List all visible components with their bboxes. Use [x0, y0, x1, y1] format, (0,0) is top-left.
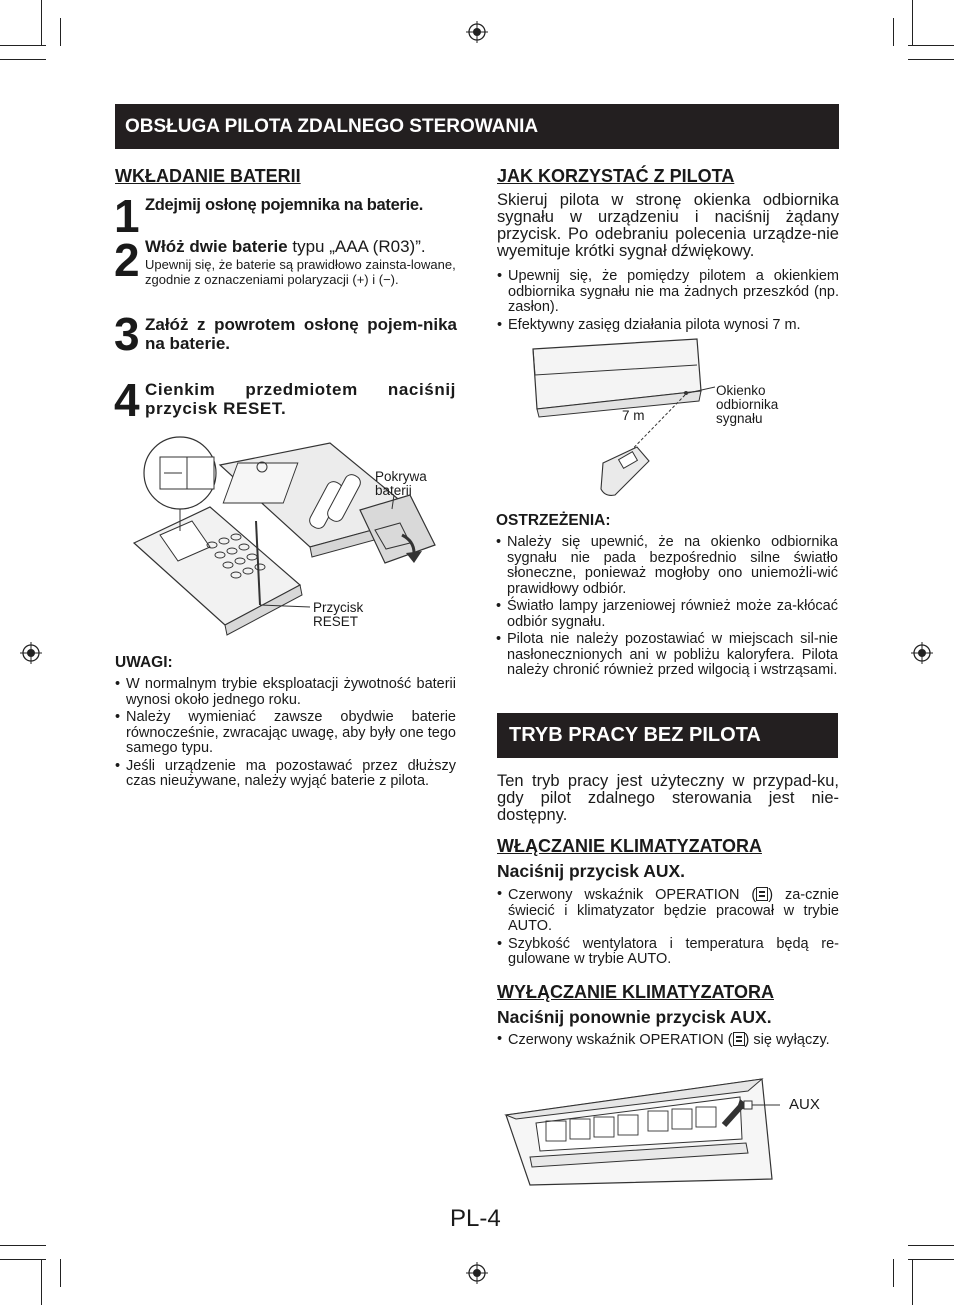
crop-mark — [908, 1259, 954, 1260]
off-bullet — [497, 1032, 839, 1049]
receiver-label: Okienko odbiornika sygnału — [716, 383, 779, 426]
crop-mark — [908, 1245, 954, 1246]
batteries-heading: WKŁADANIE BATERII — [115, 166, 301, 186]
warning-item: • Światło lampy jarzeniowej również może za-kłócać odbiór sygnału. — [496, 599, 838, 630]
usage-heading: JAK KORZYSTAĆ Z PILOTA — [497, 166, 735, 186]
bullet-text: Czerwony wskaźnik OPERATION ( — [508, 1032, 733, 1048]
step-text-bold: Włóż dwie baterie — [145, 237, 288, 256]
operation-indicator-icon — [733, 1032, 745, 1046]
step-text: Załóż z powrotem osłonę pojem-nika na baterie. — [145, 315, 457, 353]
crop-mark — [41, 0, 42, 46]
step-text: Zdejmij osłonę pojemnika na baterie. — [145, 196, 424, 214]
step-note: Upewnij się, że baterie są prawidłowo zainsta-lowane, zgodnie z oznaczeniami polaryzacji (+) i (−). — [145, 257, 456, 287]
on-bullets — [497, 887, 839, 970]
step-number: 2 — [114, 234, 138, 286]
crop-mark — [893, 18, 894, 46]
on-instruction: Naciśnij przycisk AUX. — [497, 861, 686, 881]
no-remote-header — [497, 713, 838, 758]
crop-mark — [0, 59, 46, 60]
off-bullets — [497, 1032, 839, 1051]
step-number: 4 — [114, 374, 138, 426]
reset-label: Przycisk RESET — [313, 600, 364, 629]
crop-mark — [908, 59, 954, 60]
distance-label: 7 m — [622, 408, 645, 423]
no-remote-intro: Ten tryb pracy jest użyteczny w przypad-ku, gdy pilot zdalnego sterowania jest nie-dostępny. — [497, 772, 839, 824]
cover-label: Pokrywa baterii — [375, 469, 427, 498]
step-text — [145, 237, 460, 256]
crop-mark — [912, 1259, 913, 1305]
step-text: Cienkim przedmiotem naciśnij przycisk RESET. — [145, 380, 456, 418]
note-item: • Jeśli urządzenie ma pozostawać przez dłuższy czas nieużywane, należy wyjąć baterie z pilota. — [115, 759, 456, 790]
crop-mark — [912, 0, 913, 46]
registration-mark-icon — [466, 21, 488, 43]
ac-aux-illustration — [500, 1075, 780, 1190]
remote-battery-illustration — [130, 435, 460, 645]
off-heading: WYŁĄCZANIE KLIMATYZATORA — [497, 982, 774, 1002]
registration-mark-icon — [911, 642, 933, 664]
bullet-text: Czerwony wskaźnik OPERATION ( — [508, 887, 757, 903]
crop-mark — [0, 1245, 46, 1246]
crop-mark — [908, 45, 954, 46]
registration-mark-icon — [20, 642, 42, 664]
step-number: 3 — [114, 308, 138, 360]
usage-bullets — [497, 269, 839, 335]
warnings-list — [496, 535, 838, 681]
section-title: OBSŁUGA PILOTA ZDALNEGO STEROWANIA — [125, 116, 539, 137]
page-number: PL-4 — [450, 1205, 501, 1232]
on-bullet — [497, 887, 839, 935]
notes-heading: UWAGI: — [115, 654, 173, 671]
warning-item: • Pilota nie należy pozostawiać w miejscach sil-nie nasłonecznionych ani w pobliżu kaloryfera. Pilota należy chronić również przed wilgocią i wstrząsami. — [496, 632, 838, 679]
usage-intro: Skieruj pilota w stronę okienka odbiornika sygnału w urządzeniu i naciśnij żądany przycisk. Po odebraniu polecenia urządze-nie wyemituje krótki sygnał dźwiękowy. — [497, 191, 839, 260]
bullet-text: ) się wyłączy. — [744, 1032, 830, 1048]
note-item: • Należy wymieniać zawsze obydwie baterie równocześnie, zwracając uwagę, aby były one tego samego typu. — [115, 710, 456, 757]
note-item: • W normalnym trybie eksploatacji żywotność baterii wynosi około jednego roku. — [115, 677, 456, 708]
usage-bullet: • Efektywny zasięg działania pilota wynosi 7 m. — [497, 318, 839, 334]
usage-bullet: • Upewnij się, że pomiędzy pilotem a okienkiem odbiornika sygnału nie ma żadnych przeszkód (np. zasłon). — [497, 269, 839, 316]
crop-mark — [60, 18, 61, 46]
crop-mark — [0, 45, 46, 46]
warning-item: • Należy się upewnić, że na okienko odbiornika sygnału nie pada bezpośrednio silne światło słoneczne, ponieważ mogłoby ono uniemożli-wić prawidłowy odbiór. — [496, 535, 838, 597]
crop-mark — [0, 1259, 46, 1260]
warnings-heading: OSTRZEŻENIA: — [496, 512, 611, 529]
crop-mark — [60, 1259, 61, 1287]
registration-mark-icon — [466, 1262, 488, 1284]
step-text-normal: typu „AAA (R03)”. — [287, 237, 426, 256]
on-heading: WŁĄCZANIE KLIMATYZATORA — [497, 836, 762, 856]
crop-mark — [893, 1259, 894, 1287]
crop-mark — [41, 1259, 42, 1305]
notes-list — [115, 677, 456, 792]
aux-label: AUX — [789, 1096, 820, 1113]
section-header — [115, 104, 839, 149]
operation-indicator-icon — [756, 887, 768, 901]
off-instruction: Naciśnij ponownie przycisk AUX. — [497, 1007, 772, 1027]
no-remote-title: TRYB PRACY BEZ PILOTA — [509, 724, 761, 746]
bullet-text: ) za-cznie świecić i klimatyzator będzie pracował w trybie AUTO. — [508, 887, 839, 934]
on-bullet: • Szybkość wentylatora i temperatura będą re-gulowane w trybie AUTO. — [497, 937, 839, 968]
step-number: 1 — [114, 190, 138, 242]
